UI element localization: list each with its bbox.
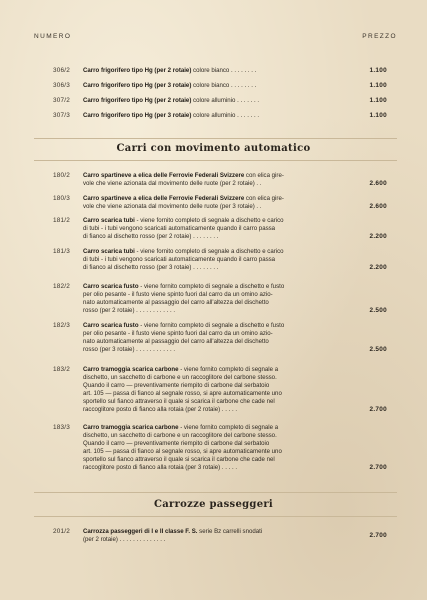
item-price: 1.100	[369, 97, 387, 104]
item-name: Carrozza passeggeri di I e II classe F. S.	[83, 528, 198, 535]
item-description	[83, 217, 366, 241]
item-description	[83, 82, 366, 90]
item-price: 2.200	[369, 264, 387, 271]
item-name: Carro frigorifero tipo Hg (per 2 rotaie)	[83, 97, 192, 104]
item-name: Carro tramoggia scarica carbone	[83, 424, 179, 431]
item-name: Carro scarica tubi	[83, 217, 135, 224]
item-description	[83, 424, 366, 471]
item-number: 307/3	[53, 112, 70, 119]
item-price: 2.700	[369, 406, 387, 413]
item-details: - viene fornito completo di segnale a dischetto e fusto per olio pesante - il fusto viene spinto fuori dal carro da un omino azio- nato automaticamente al passaggio del carro all'altezza del dischetto rosso (per 2 rotaie) . . . . . . . . . . . .	[83, 283, 285, 314]
item-details: colore bianco . . . . . . . .	[191, 67, 257, 74]
item-details: - viene fornito completo di segnale a dischetto e fusto per olio pesante - il fusto viene spinto fuori dal carro da un omino azio- nato automaticamente al passaggio del carro all'altezza del dischetto rosso (per 3 rotaie) . . . . . . . . . . . .	[83, 322, 285, 353]
item-number: 182/2	[53, 283, 70, 290]
item-details: colore alluminio . . . . . . .	[191, 97, 260, 104]
item-price: 2.500	[369, 346, 387, 353]
item-number: 182/3	[53, 322, 70, 329]
item-name: Carro tramoggia scarica carbone	[83, 366, 179, 373]
item-details: serie Bz carrelli snodati (per 2 rotaie) . . . . . . . . . . . . . .	[83, 528, 263, 543]
item-description	[83, 248, 366, 272]
item-details: - viene fornito completo di segnale a dischetto, un sacchetto di carbone e un raccoglitore del carbone stesso. Quando il carro — preventivamente riempito di carbone dal serbatoio art. 105 — passa di fianco al segnale rosso, si apre automaticamente uno sportello sul fianco attraverso il quale si scarica il carbone che cade nel raccoglitore posto di fianco alla rotaia (per 3 rotaie) . . . . .	[83, 424, 282, 471]
item-number: 183/2	[53, 366, 70, 373]
item-price: 2.600	[369, 180, 387, 187]
item-details: - viene fornito completo di segnale a dischetto, un sacchetto di carbone e un raccoglitore del carbone stesso. Quando il carro — preventivamente riempito di carbone dal serbatoio art. 105 — passa di fianco al segnale rosso, si apre automaticamente uno sportello sul fianco attraverso il quale si scarica il carbone che cade nel raccoglitore posto di fianco alla rotaia (per 2 rotaie) . . . . .	[83, 366, 282, 413]
item-price: 1.100	[369, 67, 387, 74]
item-price: 2.200	[369, 233, 387, 240]
item-details: con elica gire- vole che viene azionata dal movimento delle ruote (per 3 rotaie) . .	[83, 195, 284, 210]
item-name: Carro spartineve a elica delle Ferrovie Federali Svizzere	[83, 172, 245, 179]
item-price: 2.600	[369, 203, 387, 210]
item-details: colore alluminio . . . . . . .	[191, 112, 260, 119]
section-title-passenger-coaches: Carrozze passeggeri	[153, 499, 274, 510]
item-description	[83, 283, 366, 315]
section-divider	[34, 492, 397, 493]
item-price: 2.500	[369, 307, 387, 314]
item-details: - viene fornito completo di segnale a dischetto e carico di tubi - i tubi vengono scaricati automaticamente quando il carro passa di fianco al dischetto rosso (per 2 rotaie) . . . . . . . .	[83, 217, 284, 240]
item-number: 180/3	[53, 195, 70, 202]
item-number: 183/3	[53, 424, 70, 431]
item-name: Carro frigorifero tipo Hg (per 3 rotaie)	[83, 112, 192, 119]
item-description	[83, 67, 366, 75]
item-name: Carro scarica fusto	[83, 283, 139, 290]
section-divider	[34, 138, 397, 139]
item-details: colore bianco . . . . . . . .	[191, 82, 257, 89]
item-description	[83, 97, 366, 105]
item-description	[83, 366, 366, 413]
item-details: - viene fornito completo di segnale a dischetto e carico di tubi - i tubi vengono scaricati automaticamente quando il carro passa di fianco al dischetto rosso (per 3 rotaie) . . . . . . . .	[83, 248, 284, 271]
item-name: Carro frigorifero tipo Hg (per 2 rotaie)	[83, 67, 192, 74]
item-details: con elica gire- vole che viene azionata dal movimento delle ruote (per 2 rotaie) . .	[83, 172, 284, 187]
item-price: 2.700	[369, 464, 387, 471]
item-number: 181/3	[53, 248, 70, 255]
item-description	[83, 195, 366, 211]
item-name: Carro scarica tubi	[83, 248, 135, 255]
price-column-header: PREZZO	[362, 33, 397, 40]
item-number: 180/2	[53, 172, 70, 179]
item-description	[83, 112, 366, 120]
item-price: 2.700	[369, 532, 387, 539]
item-description	[83, 528, 366, 544]
number-column-header: NUMERO	[34, 33, 72, 40]
item-price: 1.100	[369, 112, 387, 119]
item-price: 1.100	[369, 82, 387, 89]
item-name: Carro frigorifero tipo Hg (per 3 rotaie)	[83, 82, 192, 89]
section-divider	[34, 160, 397, 161]
item-number: 306/2	[53, 67, 70, 74]
item-description	[83, 322, 366, 354]
item-name: Carro scarica fusto	[83, 322, 139, 329]
item-number: 181/2	[53, 217, 70, 224]
item-description	[83, 172, 366, 188]
item-number: 201/2	[53, 528, 70, 535]
item-number: 307/2	[53, 97, 70, 104]
item-name: Carro spartineve a elica delle Ferrovie Federali Svizzere	[83, 195, 245, 202]
section-title-automatic-wagons: Carri con movimento automatico	[116, 143, 311, 154]
item-number: 306/3	[53, 82, 70, 89]
section-divider	[34, 516, 397, 517]
